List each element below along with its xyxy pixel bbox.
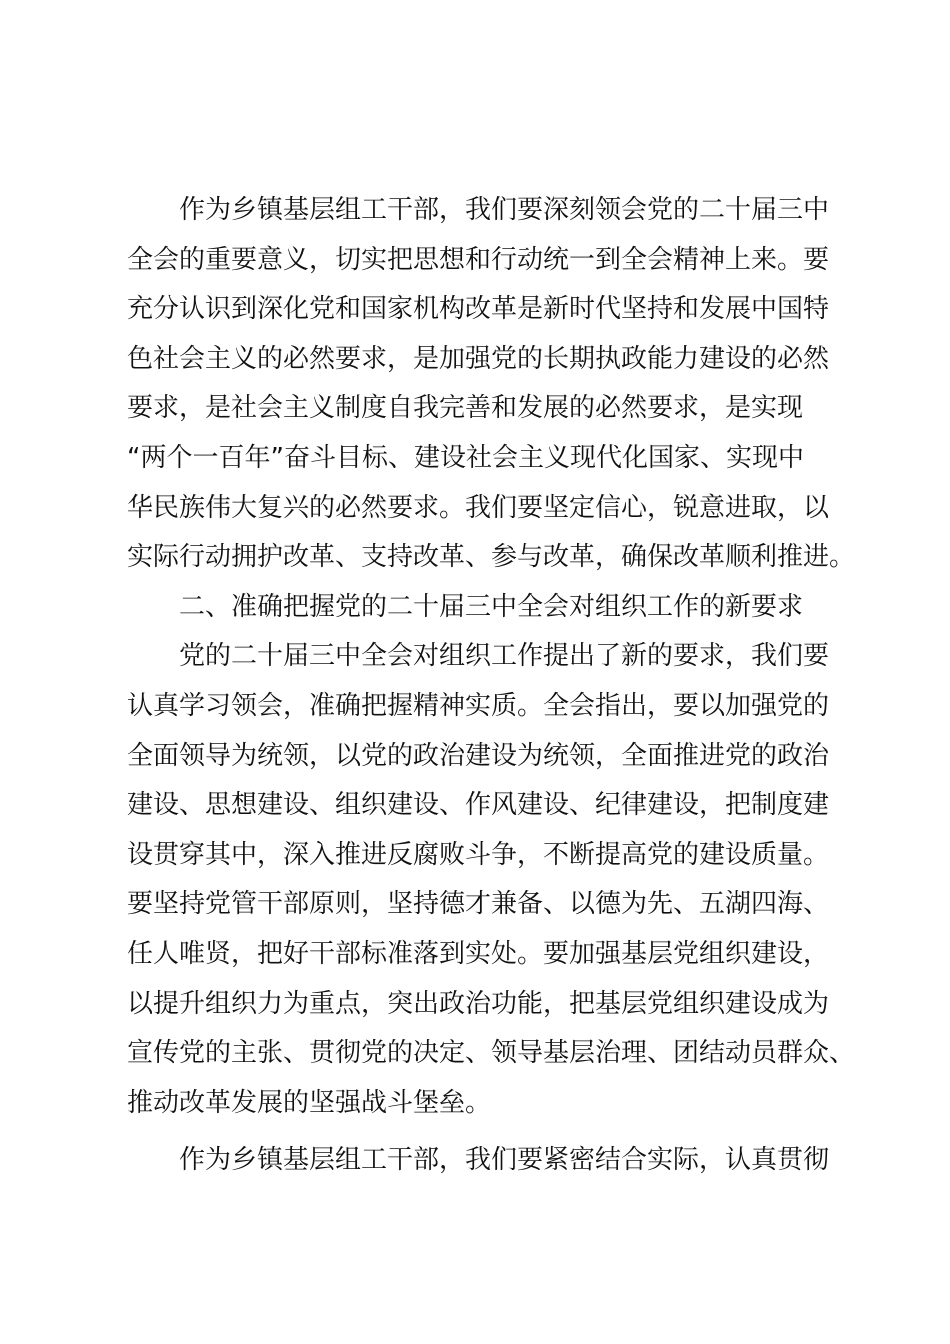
paragraph-line: 要坚持党管干部原则，坚持德才兼备、以德为先、五湖四海、 — [127, 889, 830, 920]
paragraph-line: 设贯穿其中，深入推进反腐败斗争，不断提高党的建设质量。 — [127, 839, 830, 870]
paragraph-line: 作为乡镇基层组工干部，我们要紧密结合实际，认真贯彻 — [179, 1145, 830, 1176]
paragraph-line: 宣传党的主张、贯彻党的决定、领导基层治理、团结动员群众、 — [127, 1038, 856, 1069]
paragraph-3 — [127, 1136, 847, 1186]
paragraph-line: 以提升组织力为重点，突出政治功能，把基层党组织建设成为 — [127, 988, 830, 1019]
paragraph-line: 建设、思想建设、组织建设、作风建设、纪律建设，把制度建 — [127, 790, 830, 821]
section-heading: 二、准确把握党的二十届三中全会对组织工作的新要求 — [179, 591, 804, 622]
paragraph-line: “两个一百年”奋斗目标、建设社会主义现代化国家、实现中 — [127, 442, 804, 473]
paragraph-line: 任人唯贤，把好干部标准落到实处。要加强基层党组织建设， — [127, 938, 830, 969]
paragraph-line: 推动改革发展的坚强战斗堡垒。 — [127, 1087, 492, 1118]
paragraph-line: 全会的重要意义，切实把思想和行动统一到全会精神上来。要 — [127, 244, 830, 275]
paragraph-line: 充分认识到深化党和国家机构改革是新时代坚持和发展中国特 — [127, 294, 830, 325]
paragraph-line: 要求，是社会主义制度自我完善和发展的必然要求，是实现 — [127, 393, 804, 424]
paragraph-line: 全面领导为统领，以党的政治建设为统领，全面推进党的政治 — [127, 740, 830, 771]
paragraph-1 — [127, 186, 856, 583]
paragraph-line: 色社会主义的必然要求，是加强党的长期执政能力建设的必然 — [127, 343, 830, 374]
paragraph-line: 华民族伟大复兴的必然要求。我们要坚定信心，锐意进取，以 — [127, 492, 830, 523]
paragraph-2 — [127, 632, 856, 1128]
document-body — [127, 186, 856, 1186]
paragraph-line: 作为乡镇基层组工干部，我们要深刻领会党的二十届三中 — [179, 195, 830, 225]
paragraph-gap — [127, 1128, 847, 1136]
paragraph-line: 认真学习领会，准确把握精神实质。全会指出，要以加强党的 — [127, 690, 830, 721]
paragraph-line: 党的二十届三中全会对组织工作提出了新的要求，我们要 — [179, 641, 830, 672]
paragraph-line: 实际行动拥护改革、支持改革、参与改革，确保改革顺利推进。 — [127, 542, 856, 573]
